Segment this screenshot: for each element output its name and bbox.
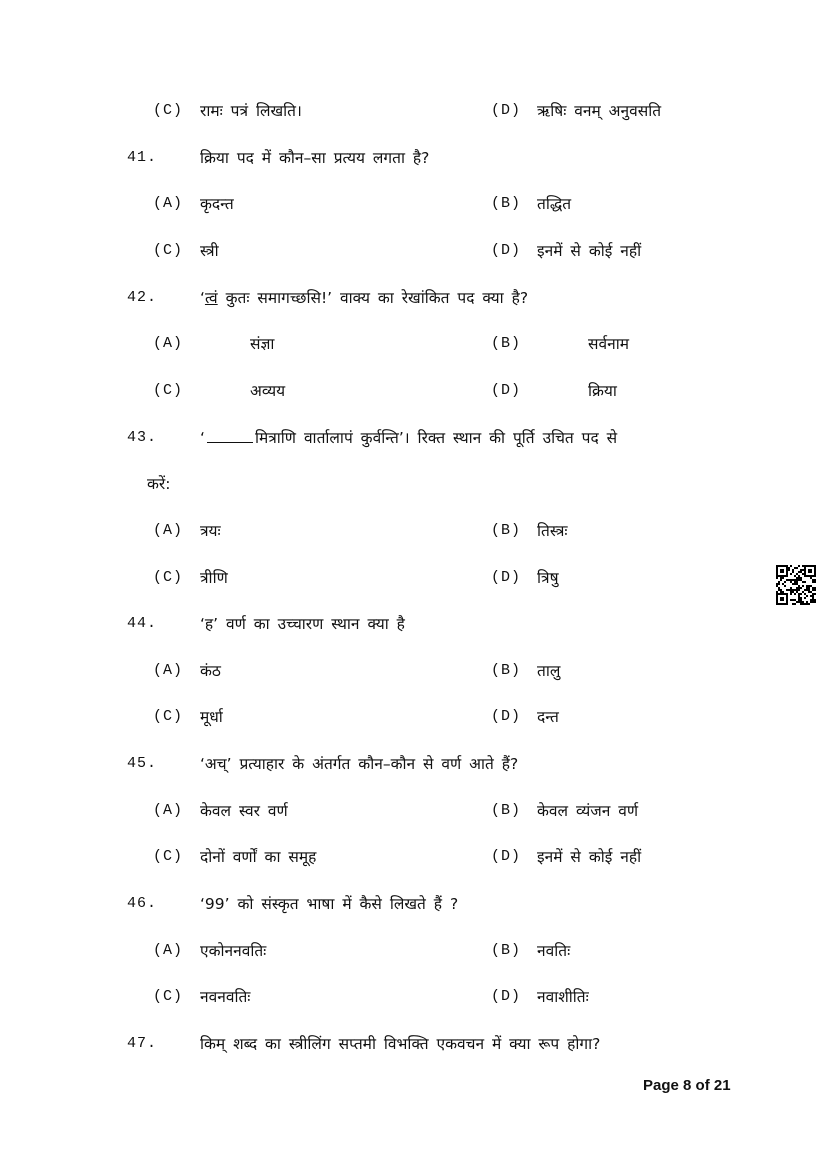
question-text [147, 472, 170, 496]
option-letter: (C) [153, 241, 184, 259]
option-text: इनमें से कोई नहीं [537, 848, 642, 867]
question-number: 45. [127, 755, 158, 773]
question-text [200, 752, 518, 776]
option-text: स्त्री [200, 241, 219, 260]
question-row [0, 286, 827, 310]
option-text: तिस्त्रः [537, 521, 568, 540]
options-row [0, 519, 827, 543]
option-letter: (D) [491, 102, 522, 119]
option-letter: (D) [491, 988, 522, 1006]
option-letter: (C) [153, 848, 184, 866]
option-text: नवाशीतिः [537, 988, 589, 1007]
option-letter: (A) [153, 335, 184, 353]
option-letter: (C) [153, 988, 184, 1006]
options-row [0, 379, 827, 403]
option-text: त्रयः [200, 521, 221, 540]
page-number: Page 8 of 21 [643, 1077, 731, 1094]
option-text: इनमें से कोई नहीं [537, 241, 642, 260]
option-text: तालु [537, 661, 561, 680]
text-part: ‘99’ को संस्कृत भाषा में कैसे लिखते हैं ? [200, 895, 459, 914]
option-text: सर्वनाम [588, 335, 629, 354]
option-text: त्रिषु [537, 568, 559, 587]
qr-code [776, 565, 816, 605]
option-text: दन्त [537, 708, 559, 727]
question-number: 41. [127, 148, 158, 166]
question-number: 43. [127, 428, 158, 446]
option-text: मूर्धा [200, 708, 223, 727]
option-text: एकोननवतिः [200, 941, 267, 960]
underlined-word: त्वं [204, 288, 218, 307]
option-letter: (D) [491, 708, 522, 726]
option-letter: (B) [491, 801, 522, 819]
question-row [0, 892, 827, 916]
question-row [0, 612, 827, 636]
text-part: ‘अच्’ प्रत्याहार के अंतर्गत कौन–कौन से वर्ण आते हैं? [200, 755, 519, 774]
options-row [0, 799, 827, 823]
option-text: रामः पत्रं लिखति। [200, 102, 302, 120]
option-text: नवनवतिः [200, 988, 251, 1007]
option-letter: (D) [491, 381, 522, 399]
option-letter: (D) [491, 241, 522, 259]
question-text [200, 426, 617, 450]
option-letter: (C) [153, 102, 184, 119]
options-row [0, 845, 827, 869]
text-part: कुतः समागच्छसि!’ वाक्य का रेखांकित पद क्या है? [217, 288, 529, 307]
question-number: 42. [127, 288, 158, 306]
option-text: क्रिया [588, 381, 617, 400]
option-text: केवल स्वर वर्ण [200, 801, 288, 820]
option-text: त्रीणि [200, 568, 228, 587]
text-part: ‘ह’ वर्ण का उच्चारण स्थान क्या है [200, 615, 405, 634]
question-text [200, 612, 405, 636]
question-number: 46. [127, 895, 158, 913]
option-letter: (A) [153, 801, 184, 819]
option-letter: (C) [153, 708, 184, 726]
options-row [0, 939, 827, 963]
options-row [0, 985, 827, 1009]
option-letter: (D) [491, 568, 522, 586]
options-row [0, 239, 827, 263]
options-row [0, 659, 827, 683]
option-text: दोनों वर्णों का समूह [200, 848, 317, 867]
option-text: नवतिः [537, 941, 571, 960]
option-text: कृदन्त [200, 195, 234, 214]
option-letter: (B) [491, 521, 522, 539]
option-letter: (B) [491, 195, 522, 213]
options-row [0, 192, 827, 216]
options-row [0, 332, 827, 356]
text-part: करें: [147, 475, 171, 494]
option-letter: (B) [491, 661, 522, 679]
option-letter: (A) [153, 661, 184, 679]
text-part: क्रिया पद में कौन–सा प्रत्यय लगता है? [200, 148, 430, 167]
fill-blank [207, 428, 253, 443]
question-text [200, 146, 429, 170]
question-text [200, 286, 528, 310]
option-text: संज्ञा [250, 335, 275, 354]
text-part: ‘ [200, 428, 205, 447]
options-row [0, 705, 827, 729]
question-row [0, 1032, 827, 1056]
option-letter: (A) [153, 941, 184, 959]
option-letter: (B) [491, 941, 522, 959]
text-part: ‘ [200, 288, 205, 307]
option-text: कंठ [200, 661, 221, 680]
option-text: ऋषिः वनम् अनुवसति [537, 102, 662, 120]
option-text: अव्यय [250, 381, 286, 400]
option-letter: (C) [153, 381, 184, 399]
question-text [200, 1032, 600, 1056]
option-letter: (B) [491, 335, 522, 353]
question-number: 44. [127, 615, 158, 633]
text-part: किम् शब्द का स्त्रीलिंग सप्तमी विभक्ति एकवचन में क्या रूप होगा? [200, 1035, 601, 1053]
option-letter: (C) [153, 568, 184, 586]
text-part: मित्राणि वार्तालापं कुर्वन्ति’। रिक्त स्थान की पूर्ति उचित पद से [254, 428, 618, 447]
option-text: तद्धित [537, 195, 572, 214]
option-letter: (D) [491, 848, 522, 866]
options-row [0, 566, 827, 590]
question-row [0, 752, 827, 776]
question-number: 47. [127, 1035, 158, 1052]
question-text [200, 892, 458, 916]
option-letter: (A) [153, 195, 184, 213]
question-continuation [0, 472, 827, 496]
options-row [0, 99, 827, 123]
option-text: केवल व्यंजन वर्ण [537, 801, 639, 820]
question-row [0, 426, 827, 450]
option-letter: (A) [153, 521, 184, 539]
question-row [0, 146, 827, 170]
